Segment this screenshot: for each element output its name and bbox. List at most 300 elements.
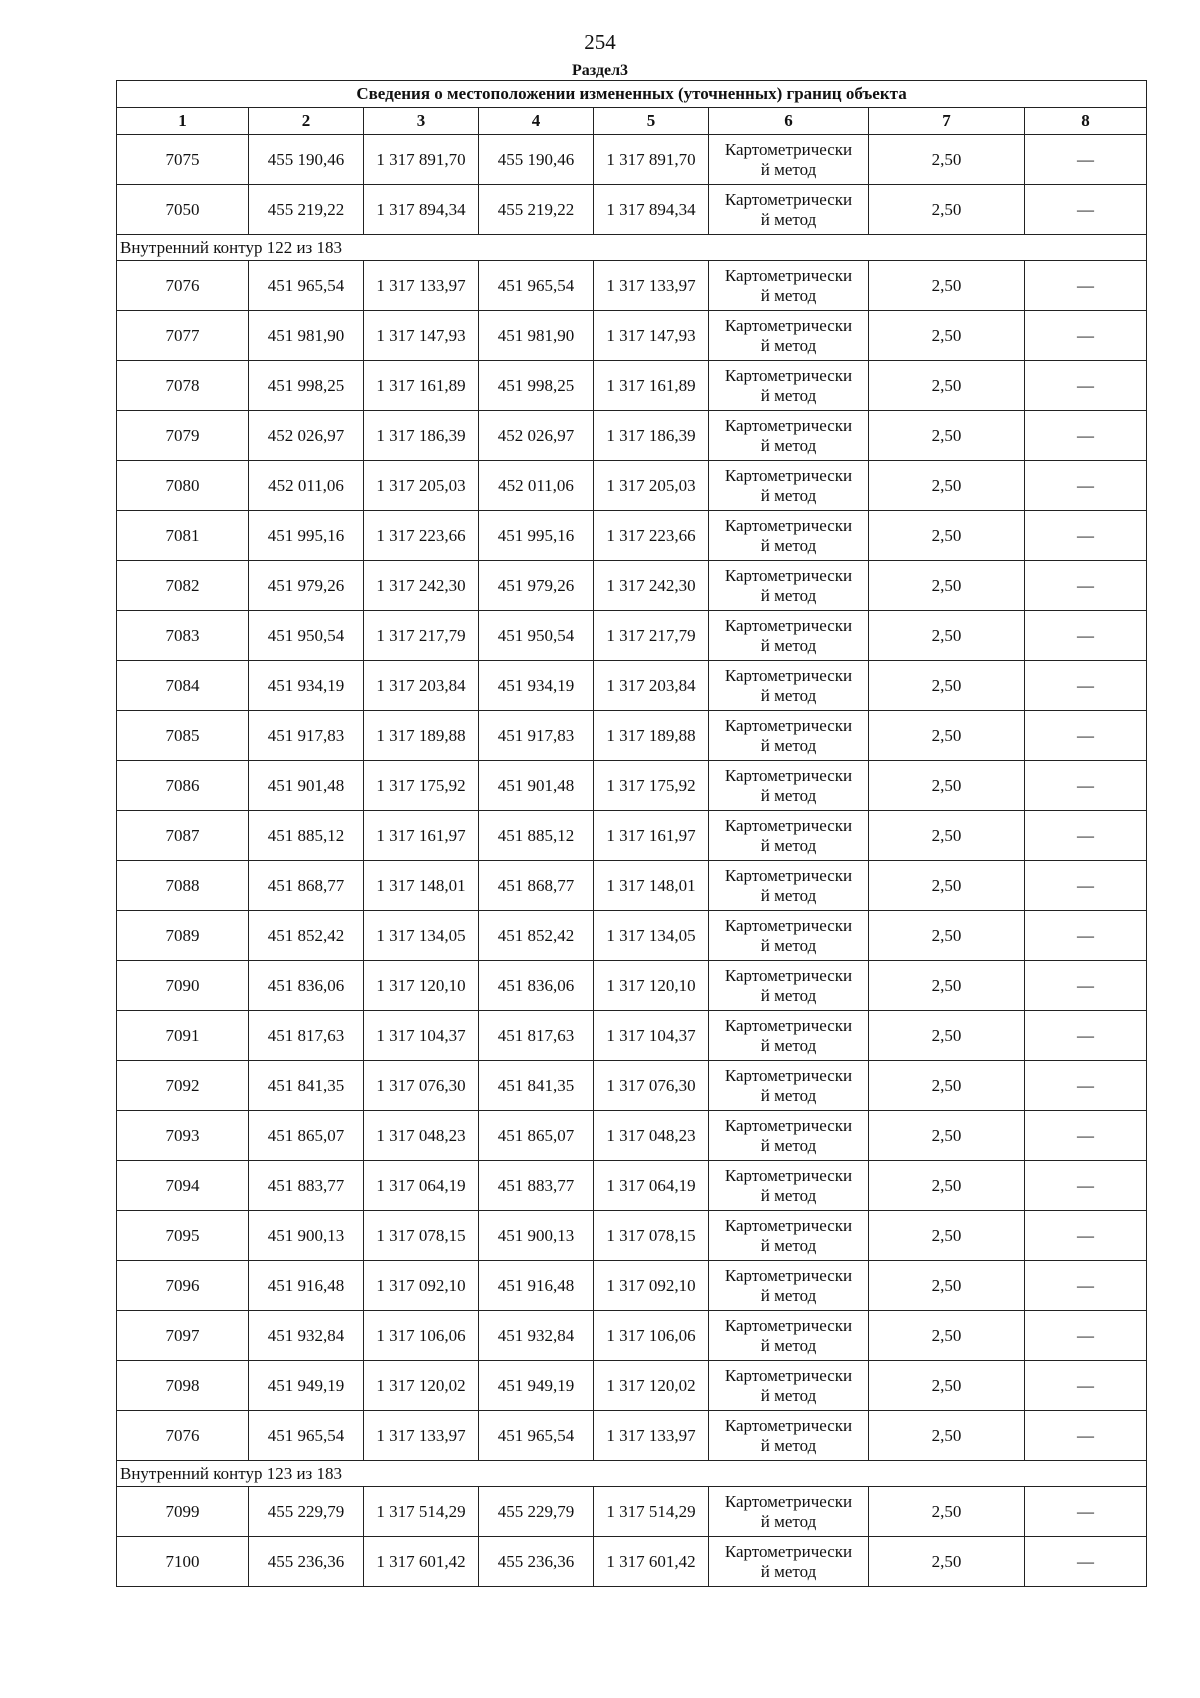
method-line: Картометрически bbox=[724, 189, 853, 209]
method-line: Картометрически bbox=[724, 965, 853, 985]
coordinate-x-cell: 451 817,63 bbox=[479, 1011, 594, 1061]
coordinate-x-cell: 451 836,06 bbox=[479, 961, 594, 1011]
description-cell: — bbox=[1025, 1261, 1147, 1311]
coordinate-x-cell: 451 868,77 bbox=[249, 861, 364, 911]
coordinate-x-cell: 451 934,19 bbox=[479, 661, 594, 711]
coordinate-y-cell: 1 317 120,02 bbox=[594, 1361, 709, 1411]
table-row bbox=[117, 1061, 1147, 1111]
accuracy-cell: 2,50 bbox=[869, 361, 1025, 411]
coordinate-y-cell: 1 317 120,10 bbox=[594, 961, 709, 1011]
accuracy-cell: 2,50 bbox=[869, 611, 1025, 661]
method-line: Картометрически bbox=[724, 1315, 853, 1335]
method-cell bbox=[709, 411, 869, 461]
method-cell bbox=[709, 761, 869, 811]
coordinate-y-cell: 1 317 106,06 bbox=[594, 1311, 709, 1361]
method-cell bbox=[709, 1311, 869, 1361]
table-row bbox=[117, 361, 1147, 411]
method-line: Картометрически bbox=[724, 365, 853, 385]
point-number-cell: 7088 bbox=[117, 861, 249, 911]
description-cell: — bbox=[1025, 1061, 1147, 1111]
description-cell: — bbox=[1025, 185, 1147, 235]
method-cell bbox=[709, 1011, 869, 1061]
method-cell bbox=[709, 711, 869, 761]
coordinate-y-cell: 1 317 076,30 bbox=[594, 1061, 709, 1111]
coordinate-y-cell: 1 317 223,66 bbox=[364, 511, 479, 561]
accuracy-cell: 2,50 bbox=[869, 135, 1025, 185]
method-line: Картометрически bbox=[724, 1115, 853, 1135]
method-line: Картометрически bbox=[724, 765, 853, 785]
method-cell bbox=[709, 661, 869, 711]
table-row bbox=[117, 1487, 1147, 1537]
column-header: 5 bbox=[594, 108, 709, 135]
coordinate-y-cell: 1 317 133,97 bbox=[594, 1411, 709, 1461]
method-line: Картометрически bbox=[724, 1491, 853, 1511]
table-title-row bbox=[117, 81, 1147, 108]
coordinate-x-cell: 451 949,19 bbox=[249, 1361, 364, 1411]
coordinate-x-cell: 451 950,54 bbox=[479, 611, 594, 661]
coordinate-y-cell: 1 317 092,10 bbox=[364, 1261, 479, 1311]
method-cell bbox=[709, 261, 869, 311]
coordinate-y-cell: 1 317 891,70 bbox=[594, 135, 709, 185]
method-line: й метод bbox=[760, 585, 817, 605]
accuracy-cell: 2,50 bbox=[869, 1011, 1025, 1061]
table-row bbox=[117, 1111, 1147, 1161]
method-line: Картометрически bbox=[724, 1265, 853, 1285]
table-title: Сведения о местоположении измененных (уточненных) границ объекта bbox=[117, 81, 1147, 108]
method-line: й метод bbox=[760, 1511, 817, 1531]
coordinate-y-cell: 1 317 078,15 bbox=[594, 1211, 709, 1261]
description-cell: — bbox=[1025, 761, 1147, 811]
table-row bbox=[117, 1161, 1147, 1211]
description-cell: — bbox=[1025, 911, 1147, 961]
coordinate-x-cell: 451 916,48 bbox=[479, 1261, 594, 1311]
coordinate-x-cell: 451 995,16 bbox=[479, 511, 594, 561]
coordinate-y-cell: 1 317 186,39 bbox=[594, 411, 709, 461]
method-line: й метод bbox=[760, 535, 817, 555]
method-line: й метод bbox=[760, 1135, 817, 1155]
description-cell: — bbox=[1025, 361, 1147, 411]
column-header: 3 bbox=[364, 108, 479, 135]
coordinate-x-cell: 455 236,36 bbox=[479, 1537, 594, 1587]
method-line: й метод bbox=[760, 635, 817, 655]
coordinate-y-cell: 1 317 161,97 bbox=[594, 811, 709, 861]
description-cell: — bbox=[1025, 1411, 1147, 1461]
method-line: Картометрически bbox=[724, 515, 853, 535]
coordinate-y-cell: 1 317 175,92 bbox=[594, 761, 709, 811]
coordinate-y-cell: 1 317 134,05 bbox=[594, 911, 709, 961]
coordinate-y-cell: 1 317 601,42 bbox=[594, 1537, 709, 1587]
coordinate-x-cell: 451 917,83 bbox=[249, 711, 364, 761]
description-cell: — bbox=[1025, 135, 1147, 185]
method-cell bbox=[709, 1537, 869, 1587]
coordinate-x-cell: 451 965,54 bbox=[249, 1411, 364, 1461]
coordinate-y-cell: 1 317 891,70 bbox=[364, 135, 479, 185]
accuracy-cell: 2,50 bbox=[869, 811, 1025, 861]
description-cell: — bbox=[1025, 1211, 1147, 1261]
coordinate-y-cell: 1 317 161,89 bbox=[594, 361, 709, 411]
point-number-cell: 7090 bbox=[117, 961, 249, 1011]
coordinate-x-cell: 451 883,77 bbox=[479, 1161, 594, 1211]
method-line: Картометрически bbox=[724, 315, 853, 335]
coordinate-y-cell: 1 317 048,23 bbox=[364, 1111, 479, 1161]
method-line: й метод bbox=[760, 1561, 817, 1581]
table-row bbox=[117, 911, 1147, 961]
coordinate-y-cell: 1 317 106,06 bbox=[364, 1311, 479, 1361]
coordinate-x-cell: 451 981,90 bbox=[249, 311, 364, 361]
coordinate-x-cell: 451 979,26 bbox=[249, 561, 364, 611]
point-number-cell: 7099 bbox=[117, 1487, 249, 1537]
coordinate-y-cell: 1 317 133,97 bbox=[364, 1411, 479, 1461]
table-row bbox=[117, 1211, 1147, 1261]
method-cell bbox=[709, 911, 869, 961]
method-line: Картометрически bbox=[724, 1365, 853, 1385]
accuracy-cell: 2,50 bbox=[869, 761, 1025, 811]
coordinate-y-cell: 1 317 148,01 bbox=[594, 861, 709, 911]
point-number-cell: 7078 bbox=[117, 361, 249, 411]
coordinate-y-cell: 1 317 133,97 bbox=[594, 261, 709, 311]
accuracy-cell: 2,50 bbox=[869, 1061, 1025, 1111]
method-cell bbox=[709, 311, 869, 361]
column-header: 2 bbox=[249, 108, 364, 135]
method-line: й метод bbox=[760, 159, 817, 179]
accuracy-cell: 2,50 bbox=[869, 1161, 1025, 1211]
accuracy-cell: 2,50 bbox=[869, 261, 1025, 311]
method-cell bbox=[709, 185, 869, 235]
method-cell bbox=[709, 1061, 869, 1111]
description-cell: — bbox=[1025, 861, 1147, 911]
coordinate-y-cell: 1 317 242,30 bbox=[364, 561, 479, 611]
method-line: й метод bbox=[760, 485, 817, 505]
table-row bbox=[117, 261, 1147, 311]
method-cell bbox=[709, 861, 869, 911]
table-row bbox=[117, 961, 1147, 1011]
table-row bbox=[117, 135, 1147, 185]
description-cell: — bbox=[1025, 1011, 1147, 1061]
table-row bbox=[117, 711, 1147, 761]
table-row bbox=[117, 561, 1147, 611]
method-cell bbox=[709, 1161, 869, 1211]
method-cell bbox=[709, 561, 869, 611]
method-cell bbox=[709, 961, 869, 1011]
coordinate-y-cell: 1 317 514,29 bbox=[364, 1487, 479, 1537]
method-line: Картометрически bbox=[724, 1165, 853, 1185]
description-cell: — bbox=[1025, 411, 1147, 461]
coordinate-y-cell: 1 317 161,97 bbox=[364, 811, 479, 861]
method-cell bbox=[709, 1261, 869, 1311]
method-line: Картометрически bbox=[724, 1215, 853, 1235]
contour-label: Внутренний контур 123 из 183 bbox=[117, 1461, 1147, 1487]
accuracy-cell: 2,50 bbox=[869, 1111, 1025, 1161]
table-row bbox=[117, 511, 1147, 561]
method-line: Картометрически bbox=[724, 415, 853, 435]
contour-label: Внутренний контур 122 из 183 bbox=[117, 235, 1147, 261]
method-line: Картометрически bbox=[724, 1415, 853, 1435]
coordinate-x-cell: 452 011,06 bbox=[249, 461, 364, 511]
coordinate-y-cell: 1 317 217,79 bbox=[594, 611, 709, 661]
coordinate-y-cell: 1 317 078,15 bbox=[364, 1211, 479, 1261]
method-line: й метод bbox=[760, 1085, 817, 1105]
coordinate-x-cell: 451 852,42 bbox=[479, 911, 594, 961]
coordinate-y-cell: 1 317 104,37 bbox=[364, 1011, 479, 1061]
coordinate-x-cell: 451 932,84 bbox=[479, 1311, 594, 1361]
coordinate-x-cell: 451 900,13 bbox=[479, 1211, 594, 1261]
method-line: й метод bbox=[760, 835, 817, 855]
point-number-cell: 7095 bbox=[117, 1211, 249, 1261]
method-cell bbox=[709, 511, 869, 561]
method-line: Картометрически bbox=[724, 915, 853, 935]
coordinate-x-cell: 451 998,25 bbox=[249, 361, 364, 411]
method-line: Картометрически bbox=[724, 1541, 853, 1561]
accuracy-cell: 2,50 bbox=[869, 1487, 1025, 1537]
coordinate-y-cell: 1 317 161,89 bbox=[364, 361, 479, 411]
coordinate-x-cell: 451 917,83 bbox=[479, 711, 594, 761]
coordinate-x-cell: 451 841,35 bbox=[249, 1061, 364, 1111]
method-line: й метод bbox=[760, 209, 817, 229]
point-number-cell: 7075 bbox=[117, 135, 249, 185]
description-cell: — bbox=[1025, 1537, 1147, 1587]
column-header: 7 bbox=[869, 108, 1025, 135]
accuracy-cell: 2,50 bbox=[869, 511, 1025, 561]
point-number-cell: 7085 bbox=[117, 711, 249, 761]
coordinate-x-cell: 451 817,63 bbox=[249, 1011, 364, 1061]
method-line: Картометрически bbox=[724, 1015, 853, 1035]
table-row bbox=[117, 1361, 1147, 1411]
method-line: Картометрически bbox=[724, 465, 853, 485]
method-line: й метод bbox=[760, 1185, 817, 1205]
table-row bbox=[117, 185, 1147, 235]
table-row bbox=[117, 1011, 1147, 1061]
method-line: Картометрически bbox=[724, 139, 853, 159]
description-cell: — bbox=[1025, 961, 1147, 1011]
method-line: й метод bbox=[760, 435, 817, 455]
table-row bbox=[117, 861, 1147, 911]
method-cell bbox=[709, 1487, 869, 1537]
coordinate-x-cell: 451 885,12 bbox=[249, 811, 364, 861]
coordinate-y-cell: 1 317 104,37 bbox=[594, 1011, 709, 1061]
coordinate-x-cell: 455 229,79 bbox=[479, 1487, 594, 1537]
method-line: Картометрически bbox=[724, 615, 853, 635]
point-number-cell: 7077 bbox=[117, 311, 249, 361]
method-line: й метод bbox=[760, 885, 817, 905]
point-number-cell: 7082 bbox=[117, 561, 249, 611]
coordinate-x-cell: 451 932,84 bbox=[249, 1311, 364, 1361]
method-cell bbox=[709, 811, 869, 861]
accuracy-cell: 2,50 bbox=[869, 411, 1025, 461]
coordinate-x-cell: 451 965,54 bbox=[479, 1411, 594, 1461]
point-number-cell: 7098 bbox=[117, 1361, 249, 1411]
accuracy-cell: 2,50 bbox=[869, 711, 1025, 761]
method-cell bbox=[709, 611, 869, 661]
method-line: Картометрически bbox=[724, 665, 853, 685]
method-line: Картометрически bbox=[724, 815, 853, 835]
method-line: Картометрически bbox=[724, 265, 853, 285]
coordinate-x-cell: 451 852,42 bbox=[249, 911, 364, 961]
coordinate-x-cell: 451 841,35 bbox=[479, 1061, 594, 1111]
table-row bbox=[117, 761, 1147, 811]
point-number-cell: 7091 bbox=[117, 1011, 249, 1061]
method-line: й метод bbox=[760, 1285, 817, 1305]
accuracy-cell: 2,50 bbox=[869, 1261, 1025, 1311]
method-cell bbox=[709, 1411, 869, 1461]
coordinate-y-cell: 1 317 147,93 bbox=[364, 311, 479, 361]
table-row bbox=[117, 661, 1147, 711]
column-header: 8 bbox=[1025, 108, 1147, 135]
method-line: Картометрически bbox=[724, 865, 853, 885]
method-line: й метод bbox=[760, 935, 817, 955]
coordinate-y-cell: 1 317 186,39 bbox=[364, 411, 479, 461]
point-number-cell: 7076 bbox=[117, 261, 249, 311]
coordinate-y-cell: 1 317 092,10 bbox=[594, 1261, 709, 1311]
accuracy-cell: 2,50 bbox=[869, 461, 1025, 511]
table-row bbox=[117, 411, 1147, 461]
coordinate-y-cell: 1 317 148,01 bbox=[364, 861, 479, 911]
method-line: й метод bbox=[760, 685, 817, 705]
coordinate-y-cell: 1 317 048,23 bbox=[594, 1111, 709, 1161]
description-cell: — bbox=[1025, 561, 1147, 611]
coordinate-x-cell: 451 836,06 bbox=[249, 961, 364, 1011]
method-line: й метод bbox=[760, 1385, 817, 1405]
coordinate-x-cell: 451 883,77 bbox=[249, 1161, 364, 1211]
coordinate-y-cell: 1 317 601,42 bbox=[364, 1537, 479, 1587]
column-header-row bbox=[117, 108, 1147, 135]
point-number-cell: 7076 bbox=[117, 1411, 249, 1461]
accuracy-cell: 2,50 bbox=[869, 1361, 1025, 1411]
method-line: Картометрически bbox=[724, 1065, 853, 1085]
table-row bbox=[117, 1411, 1147, 1461]
page-number: 254 bbox=[584, 30, 616, 54]
table-row bbox=[117, 811, 1147, 861]
table-row bbox=[117, 1537, 1147, 1587]
coordinate-y-cell: 1 317 203,84 bbox=[594, 661, 709, 711]
point-number-cell: 7086 bbox=[117, 761, 249, 811]
coordinate-y-cell: 1 317 120,02 bbox=[364, 1361, 479, 1411]
description-cell: — bbox=[1025, 661, 1147, 711]
coordinate-x-cell: 452 026,97 bbox=[249, 411, 364, 461]
coordinate-y-cell: 1 317 189,88 bbox=[364, 711, 479, 761]
method-line: Картометрически bbox=[724, 565, 853, 585]
coordinate-x-cell: 451 934,19 bbox=[249, 661, 364, 711]
point-number-cell: 7100 bbox=[117, 1537, 249, 1587]
section-label: Раздел3 bbox=[571, 62, 629, 79]
method-line: й метод bbox=[760, 985, 817, 1005]
accuracy-cell: 2,50 bbox=[869, 861, 1025, 911]
description-cell: — bbox=[1025, 1161, 1147, 1211]
description-cell: — bbox=[1025, 1487, 1147, 1537]
method-line: й метод bbox=[760, 285, 817, 305]
coordinate-x-cell: 452 011,06 bbox=[479, 461, 594, 511]
contour-row bbox=[117, 235, 1147, 261]
method-cell bbox=[709, 361, 869, 411]
description-cell: — bbox=[1025, 811, 1147, 861]
method-cell bbox=[709, 1361, 869, 1411]
point-number-cell: 7083 bbox=[117, 611, 249, 661]
coordinate-x-cell: 455 229,79 bbox=[249, 1487, 364, 1537]
point-number-cell: 7096 bbox=[117, 1261, 249, 1311]
method-cell bbox=[709, 461, 869, 511]
description-cell: — bbox=[1025, 511, 1147, 561]
coordinate-x-cell: 455 190,46 bbox=[479, 135, 594, 185]
method-line: й метод bbox=[760, 1435, 817, 1455]
coordinate-x-cell: 451 865,07 bbox=[249, 1111, 364, 1161]
description-cell: — bbox=[1025, 711, 1147, 761]
point-number-cell: 7087 bbox=[117, 811, 249, 861]
description-cell: — bbox=[1025, 1311, 1147, 1361]
coordinate-x-cell: 451 965,54 bbox=[249, 261, 364, 311]
point-number-cell: 7080 bbox=[117, 461, 249, 511]
point-number-cell: 7089 bbox=[117, 911, 249, 961]
coordinate-x-cell: 451 868,77 bbox=[479, 861, 594, 911]
accuracy-cell: 2,50 bbox=[869, 185, 1025, 235]
coordinates-table bbox=[116, 80, 1147, 1587]
coordinate-x-cell: 451 998,25 bbox=[479, 361, 594, 411]
coordinate-x-cell: 451 901,48 bbox=[479, 761, 594, 811]
contour-row bbox=[117, 1461, 1147, 1487]
coordinate-y-cell: 1 317 175,92 bbox=[364, 761, 479, 811]
coordinate-x-cell: 455 219,22 bbox=[479, 185, 594, 235]
coordinate-x-cell: 451 901,48 bbox=[249, 761, 364, 811]
method-line: й метод bbox=[760, 785, 817, 805]
coordinate-y-cell: 1 317 894,34 bbox=[594, 185, 709, 235]
coordinate-x-cell: 452 026,97 bbox=[479, 411, 594, 461]
description-cell: — bbox=[1025, 1361, 1147, 1411]
accuracy-cell: 2,50 bbox=[869, 661, 1025, 711]
description-cell: — bbox=[1025, 1111, 1147, 1161]
table-row bbox=[117, 461, 1147, 511]
coordinate-x-cell: 451 965,54 bbox=[479, 261, 594, 311]
method-line: й метод bbox=[760, 735, 817, 755]
coordinate-y-cell: 1 317 076,30 bbox=[364, 1061, 479, 1111]
column-header: 1 bbox=[117, 108, 249, 135]
coordinate-y-cell: 1 317 064,19 bbox=[594, 1161, 709, 1211]
point-number-cell: 7097 bbox=[117, 1311, 249, 1361]
coordinate-x-cell: 451 995,16 bbox=[249, 511, 364, 561]
accuracy-cell: 2,50 bbox=[869, 1537, 1025, 1587]
method-cell bbox=[709, 1111, 869, 1161]
coordinate-y-cell: 1 317 133,97 bbox=[364, 261, 479, 311]
coordinate-x-cell: 451 900,13 bbox=[249, 1211, 364, 1261]
column-header: 4 bbox=[479, 108, 594, 135]
description-cell: — bbox=[1025, 461, 1147, 511]
point-number-cell: 7084 bbox=[117, 661, 249, 711]
coordinate-y-cell: 1 317 514,29 bbox=[594, 1487, 709, 1537]
table-row bbox=[117, 311, 1147, 361]
coordinate-x-cell: 451 981,90 bbox=[479, 311, 594, 361]
coordinate-y-cell: 1 317 064,19 bbox=[364, 1161, 479, 1211]
description-cell: — bbox=[1025, 311, 1147, 361]
column-header: 6 bbox=[709, 108, 869, 135]
coordinate-y-cell: 1 317 120,10 bbox=[364, 961, 479, 1011]
coordinate-x-cell: 451 949,19 bbox=[479, 1361, 594, 1411]
coordinate-y-cell: 1 317 147,93 bbox=[594, 311, 709, 361]
point-number-cell: 7050 bbox=[117, 185, 249, 235]
point-number-cell: 7092 bbox=[117, 1061, 249, 1111]
coordinate-y-cell: 1 317 223,66 bbox=[594, 511, 709, 561]
coordinate-y-cell: 1 317 894,34 bbox=[364, 185, 479, 235]
table-row bbox=[117, 611, 1147, 661]
method-line: й метод bbox=[760, 385, 817, 405]
accuracy-cell: 2,50 bbox=[869, 1311, 1025, 1361]
coordinate-x-cell: 451 950,54 bbox=[249, 611, 364, 661]
coordinate-x-cell: 451 916,48 bbox=[249, 1261, 364, 1311]
point-number-cell: 7081 bbox=[117, 511, 249, 561]
point-number-cell: 7094 bbox=[117, 1161, 249, 1211]
method-line: й метод bbox=[760, 335, 817, 355]
accuracy-cell: 2,50 bbox=[869, 1211, 1025, 1261]
coordinate-x-cell: 455 219,22 bbox=[249, 185, 364, 235]
table-row bbox=[117, 1311, 1147, 1361]
method-cell bbox=[709, 135, 869, 185]
coordinate-y-cell: 1 317 189,88 bbox=[594, 711, 709, 761]
